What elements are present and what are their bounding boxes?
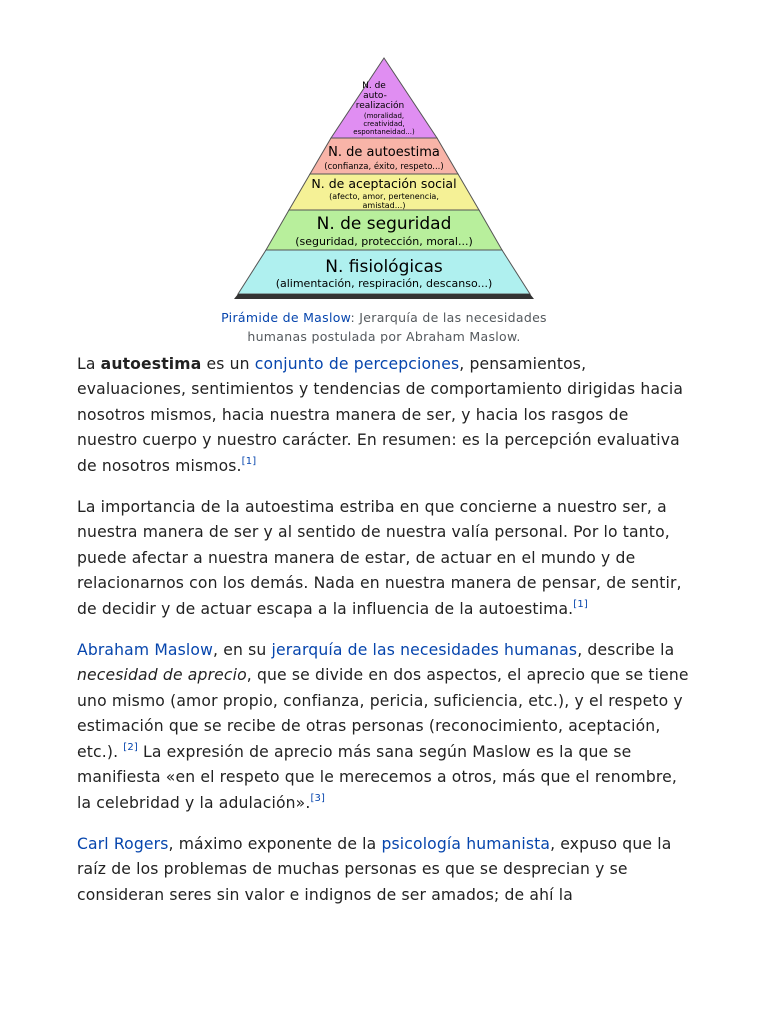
caption-text: : Jerarquía de las necesidades: [350, 310, 547, 325]
level-5-title: N. fisiológicas: [325, 257, 443, 277]
ref-link-1[interactable]: [1]: [241, 455, 257, 467]
text-span: La expresión de aprecio más sana según Maslow es la que se manifiesta «en el respeto que le merecemos a otros, más que el renombre, la celebridad y la adulación».: [77, 742, 677, 812]
reference-2: [123, 742, 138, 753]
level-2-title: N. de autoestima: [328, 145, 440, 160]
link-carl-rogers[interactable]: Carl Rogers: [77, 834, 169, 853]
link-conjunto-de-percepciones[interactable]: conjunto de percepciones: [254, 355, 460, 373]
figure: [0, 52, 768, 346]
ref-link-2[interactable]: [2]: [123, 741, 138, 753]
article-body: [77, 352, 691, 924]
term-autoestima: autoestima: [100, 355, 202, 373]
level-1-title: N. de: [362, 81, 386, 91]
paragraph-rogers: [77, 832, 691, 908]
paragraph-importance: [77, 495, 691, 622]
level-4-line-1: (seguridad, protección, moral...): [295, 235, 473, 248]
pyramid-base-shadow: [234, 294, 534, 299]
term-necesidad-aprecio: necesidad de aprecio: [77, 666, 247, 685]
paragraph-definition: [77, 352, 691, 479]
text-span: , expuso que la raíz de los problemas de muchas personas es que se desprecian y se consideran seres sin valor e indignos de ser amados; de ahí la: [77, 834, 672, 904]
link-abraham-maslow[interactable]: Abraham Maslow: [77, 641, 213, 660]
level-1-line-3: (moralidad,: [363, 112, 405, 120]
ref-link-3[interactable]: [3]: [310, 792, 326, 804]
link-psicologia-humanista[interactable]: psicología humanista: [381, 834, 551, 853]
level-1-line-4: creatividad,: [363, 120, 405, 128]
text-span: es un: [201, 355, 255, 373]
reference-1b: [573, 599, 588, 610]
level-1-line-5: espontaneidad...): [353, 128, 415, 136]
text-span: La importancia de la autoestima estriba en que concierne a nuestro ser, a nuestra manera de ser y al sentido de nuestra valía personal. Por lo tanto, puede afectar a nuestra manera de estar, de actuar en el mundo y de relacionarnos con los demás. Nada en nuestra manera de pensar, de sentir, de decidir y de actuar escapa a la influencia de la autoestima.: [77, 498, 682, 618]
ref-link-1b[interactable]: [1]: [573, 598, 588, 610]
figure-caption: [0, 308, 768, 346]
level-3-title: N. de aceptación social: [311, 176, 457, 191]
level-5-line-1: (alimentación, respiración, descanso...): [275, 277, 493, 290]
maslow-pyramid-image[interactable]: [199, 52, 569, 302]
text-span: La: [77, 355, 101, 373]
caption-link-maslow-pyramid[interactable]: Pirámide de Maslow: [221, 310, 351, 325]
text-span: , pensamientos, evaluaciones, sentimientos y tendencias de comportamiento dirigidas hacia nosotros mismos, hacia nuestra manera de ser, y hacia los rasgos de nuestro cuerpo y nuestro carácter. En resumen: es la percepción evaluativa de nosotros mismos.: [77, 355, 684, 475]
link-jerarquia-necesidades[interactable]: jerarquía de las necesidades humanas: [271, 641, 578, 660]
reference-1: [242, 456, 257, 467]
level-1-line-1: auto-: [363, 91, 387, 101]
caption-line-2: humanas postulada por Abraham Maslow.: [247, 329, 521, 344]
level-3-line-1: (afecto, amor, pertenencia,: [329, 192, 439, 201]
text-span: , describe la: [577, 641, 675, 660]
caption-line-1: [0, 308, 768, 327]
level-4-title: N. de seguridad: [316, 214, 452, 234]
reference-3: [310, 793, 325, 804]
paragraph-maslow: [77, 638, 691, 816]
level-3-line-2: amistad...): [362, 201, 406, 210]
level-1-line-2: realización: [355, 101, 405, 111]
text-span: , que se divide en dos aspectos, el aprecio que se tiene uno mismo (amor propio, confianza, pericia, suficiencia, etc.), y el respeto y estimación que se recibe de otras personas (reconocimiento, aceptación, etc.).: [77, 666, 689, 761]
level-2-line-1: (confianza, éxito, respeto...): [324, 162, 444, 172]
text-span: , en su: [212, 641, 272, 660]
text-span: , máximo exponente de la: [168, 834, 382, 853]
